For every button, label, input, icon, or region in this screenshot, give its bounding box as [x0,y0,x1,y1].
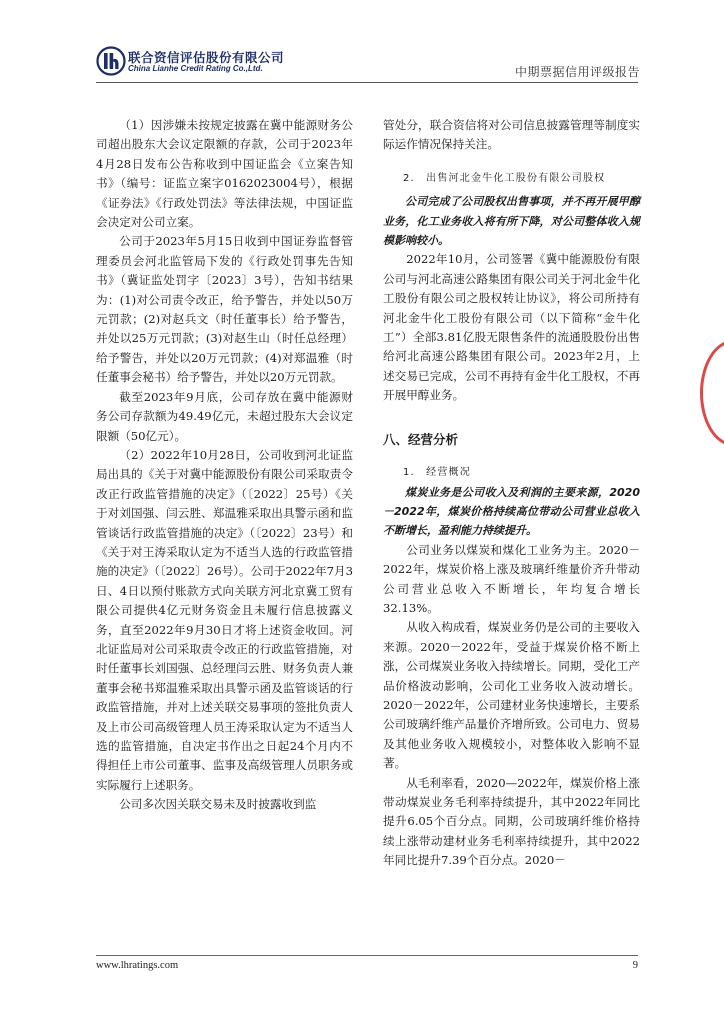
paragraph: 公司业务以煤炭和煤化工业务为主。2020－2022年，煤炭价格上涨及玻璃纤维量价齐升带动公司营业总收入不断增长，年均复合增长32.13%。 [383,542,640,615]
summary-bold: 煤炭业务是公司收入及利润的主要来源，2020－2022年，煤炭价格持续高位带动公司营业总收入不断增长，盈利能力持续提升。 [383,485,640,538]
subsection-heading: 1. 经营概况 [403,467,471,479]
paragraph: 截至2023年9月底，公司存放在冀中能源财务公司存款额为49.49亿元，未超过股东大会议定限额（50亿元）。 [96,389,353,443]
paragraph: （2）2022年10月28日，公司收到河北证监局出具的《关于对冀中能源股份有限公司采取责令改正行政监管措施的决定》（〔2022〕25号）《关于对刘国强、闫云胜、郑温雅采取出具警示函和监管谈话行政监管措施的决定》（〔2022〕23号）和《关于对王涛采取认定为不适当人选的行政监管措施的决定》（〔2022〕26号）。公司于2022年7月3日、4日以预付账款方式向关联方河北京冀工贸有限公司提供4亿元财务资金且未履行信息披露义务，直至2022年9月30日才将上述资金收回。河北证监局对公司采取责令改正的行政监管措施，对时任董事长刘国强、总经理闫云胜、财务负责人兼董事会秘书郑温雅采取出具警示函及监管谈话的行政监管措施，并对上述关联交易事项的签批负责人及上市公司高级管理人员王涛采取认定为不适当人选的监管措施，自决定书作出之日起24个月内不得担任上市公司董事、监事及高级管理人员职务或实际履行上述职务。 [96,447,353,792]
paragraph: （1）因涉嫌未按规定披露在冀中能源财务公司超出股东大会议定限额的存款，公司于2023年4月28日发布公告称收到中国证监会《立案告知书》（编号：证监立案字0162023004号），根据《证券法》《行政处罚法》等法律法规，中国证监会决定对公司立案。 [96,118,353,230]
company-name-cn: 联合资信评估股份有限公司 [128,50,285,65]
left-column [96,116,353,815]
paragraph: 从毛利率看，2020—2022年，煤炭价格上涨带动煤炭业务毛利率持续提升，其中2022年同比提升6.05个百分点。同期，公司玻璃纤维价格持续上涨带动建材业务毛利率持续提升，其中2022年同比提升7.39个百分点。2020－ [383,775,640,868]
seal-stamp [700,340,724,446]
subsection-heading: 2. 出售河北金牛化工股份有限公司股权 [403,172,606,184]
footer-url: www.lhratings.com [96,960,179,971]
page-number: 9 [632,960,638,971]
paragraph: 2022年10月，公司签署《冀中能源股份有限公司与河北高速公路集团有限公司关于河北金牛化工股份有限公司之股权转让协议》，将公司所持有河北金牛化工股份有限公司（以下简称“金牛化工”）全部3.81亿股无限售条件的流通股股份出售给河北高速公路集团有限公司。2023年2月，上述交易已完成，公司不再持有金牛化工股权，不再开展甲醇业务。 [383,252,640,403]
company-logo [96,46,285,78]
right-column [383,116,640,871]
header-divider [96,82,638,83]
footer-divider [96,955,638,956]
paragraph: 公司于2023年5月15日收到中国证券监督管理委员会河北监管局下发的《行政处罚事先告知书》（冀证监处罚字〔2023〕3号），告知书结果为：(1)对公司责令改正，给予警告，并处以50万元罚款；(2)对赵兵文（时任董事长）给予警告，并处以25万元罚款；(3)对赵生山（时任总经理）给予警告，并处以20万元罚款；(4)对郑温雅（时任董事会秘书）给予警告，并处以20万元罚款。 [96,234,353,385]
report-title: 中期票据信用评级报告 [514,65,640,79]
company-name-en: China Lianhe Credit Rating Co.,Ltd. [128,64,263,73]
summary-bold: 公司完成了公司股权出售事项，并不再开展甲醇业务，化工业务收入将有所下降，对公司整体收入规模影响较小。 [383,195,640,248]
lianhe-logo-icon [96,46,126,76]
section-heading: 八、经营分析 [383,431,459,447]
paragraph-continuation: 管处分，联合资信将对公司信息披露管理等制度实际运作情况保持关注。 [383,118,640,152]
paragraph: 从收入构成看，煤炭业务仍是公司的主要收入来源。2020－2022年，受益于煤炭价格不断上涨，公司煤炭业务收入持续增长。同期，受化工产品价格波动影响，公司化工业务收入波动增长。2020－2022年，公司建材业务快速增长，主要系公司玻璃纤维产品量价齐增所致。公司电力、贸易及其他业务收入规模较小，对整体收入影响不显著。 [383,620,640,771]
paragraph: 公司多次因关联交易未及时披露收到监 [119,797,317,812]
